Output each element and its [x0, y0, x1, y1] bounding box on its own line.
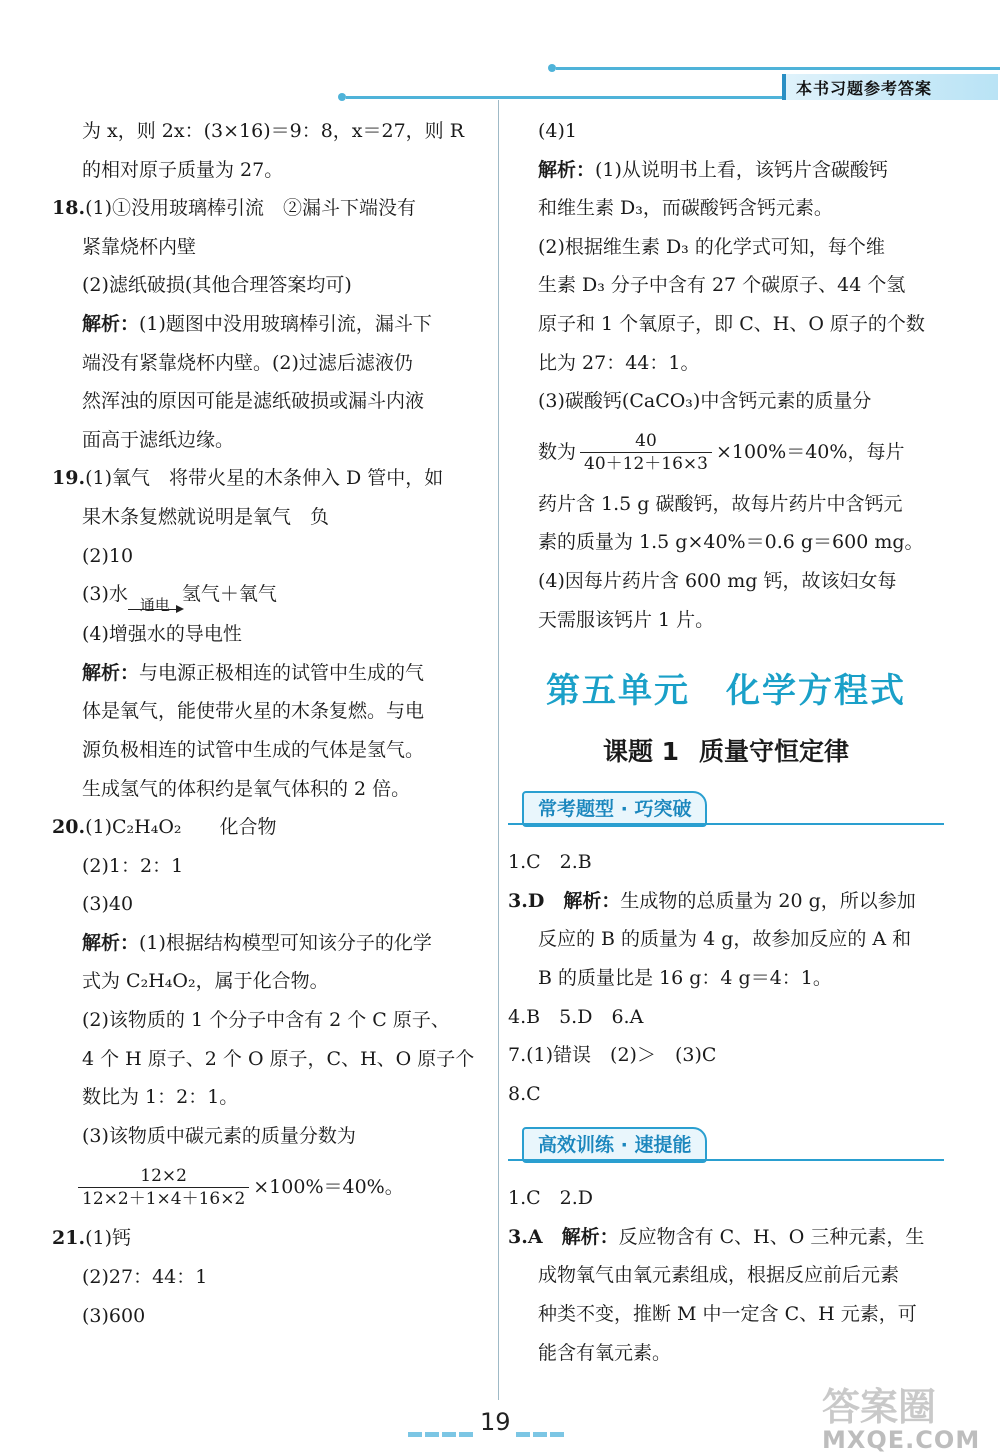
product-text: 氢气＋氧气	[181, 583, 277, 606]
lesson-name: 质量守恒定律	[699, 737, 850, 767]
text-line: 素的质量为 1.5 g×40%＝0.6 g＝600 mg。	[538, 531, 924, 554]
question-21	[52, 1219, 488, 1258]
text-line: 原子和 1 个氧原子，即 C、H、O 原子的个数	[538, 312, 925, 335]
question-number: 3.D	[508, 889, 545, 912]
text-line: 天需服该钙片 1 片。	[538, 608, 715, 631]
text-line: 和维生素 D₃，而碳酸钙含钙元素。	[538, 197, 833, 220]
text-line: 反应的 B 的质量为 4 g，故参加反应的 A 和	[538, 928, 912, 951]
text-line: 种类不变，推断 M 中一定含 C、H 元素，可	[538, 1303, 917, 1326]
text-line: (2)1：2：1	[82, 854, 184, 877]
question-20	[52, 808, 488, 847]
explanation-line	[52, 305, 488, 344]
left-column	[52, 112, 488, 1335]
text-line: (4)1	[538, 120, 578, 142]
section-header-training	[508, 1121, 944, 1169]
unit-number: 第五单元	[546, 671, 690, 712]
page-number: 19	[480, 1408, 511, 1436]
watermark-url: MXQE.COM	[822, 1426, 981, 1454]
question-number: 3.A	[508, 1225, 543, 1248]
question-18	[52, 189, 488, 228]
explanation-label: 解析：	[538, 158, 596, 181]
fraction-line	[508, 421, 944, 485]
text-line: 紧靠烧杯内壁	[82, 235, 197, 258]
section-header-common	[508, 785, 944, 833]
text-line: (3)40	[82, 893, 134, 916]
answer-line: 4.B 5.D 6.A	[508, 1005, 644, 1028]
explanation-line	[52, 924, 488, 963]
text-line: 药片含 1.5 g 碳酸钙，故每片药片中含钙元	[538, 492, 903, 515]
section-tag: 高效训练 · 速提能	[522, 1127, 707, 1163]
column-divider	[498, 100, 499, 1400]
footer-deco-right	[516, 1422, 567, 1428]
section-rule	[508, 1159, 944, 1161]
header-dot-right	[338, 93, 346, 101]
lesson-number: 课题 1	[602, 737, 680, 767]
fraction-line	[52, 1155, 488, 1219]
explanation-label: 解析：	[561, 1225, 619, 1248]
explanation-text: 反应物含有 C、H、O 三种元素，生	[618, 1225, 925, 1248]
fraction	[78, 1165, 249, 1210]
text-line: B 的质量比是 16 g：4 g＝4：1。	[538, 966, 832, 989]
header-rule-bottom	[346, 96, 782, 99]
page-header	[0, 0, 1000, 110]
section-tag: 常考题型 · 巧突破	[522, 791, 707, 827]
answer-text: (1)C₂H₄O₂ 化合物	[85, 816, 277, 839]
fraction-numerator: 40	[580, 430, 712, 453]
answer-line: 8.C	[508, 1082, 541, 1105]
explanation-label: 解析：	[82, 312, 140, 335]
text-line: 端没有紧靠烧杯内壁。(2)过滤后滤液仍	[82, 351, 413, 374]
explanation-label: 解析：	[563, 889, 621, 912]
explanation-text: 与电源正极相连的试管中生成的气	[139, 661, 425, 684]
right-column	[508, 112, 944, 1372]
watermark-logo	[822, 1385, 992, 1454]
text-line: (2)该物质的 1 个分子中含有 2 个 C 原子、	[82, 1009, 450, 1032]
question-number: 21.	[52, 1227, 86, 1250]
fraction-result: ×100%＝40%。	[253, 1176, 404, 1199]
header-dot-left	[548, 64, 556, 72]
text-line: (3)600	[82, 1304, 146, 1327]
text-line: (3)该物质中碳元素的质量分数为	[82, 1124, 356, 1147]
header-title: 本书习题参考答案	[796, 79, 933, 98]
fraction-result: ×100%＝40%，每片	[715, 441, 905, 464]
text-line: 比为 27：44：1。	[538, 351, 700, 374]
fraction-numerator: 12×2	[78, 1165, 249, 1188]
section-rule	[508, 823, 944, 825]
answer-line: 1.C 2.B	[508, 851, 592, 874]
fraction-lead: 数为	[538, 441, 577, 464]
text-line: (2)根据维生素 D₃ 的化学式可知，每个维	[538, 235, 885, 258]
question-19	[52, 459, 488, 498]
reaction-arrow	[128, 597, 182, 614]
text-line: 的相对原子质量为 27。	[82, 158, 284, 181]
question-number: 20.	[52, 816, 86, 839]
answer-text: (1)氧气 将带火星的木条伸入 D 管中，如	[85, 467, 444, 490]
explanation-text: (1)根据结构模型可知该分子的化学	[139, 931, 432, 954]
answer-text: (1)钙	[85, 1227, 131, 1250]
text-line: 生素 D₃ 分子中含有 27 个碳原子、44 个氢	[538, 274, 906, 297]
explanation-text: (1)从说明书上看，该钙片含碳酸钙	[595, 158, 888, 181]
fraction-denominator: 12×2＋1×4＋16×2	[82, 1188, 246, 1209]
reaction-condition: 通电	[139, 595, 170, 614]
text-line: 果木条复燃就说明是氧气 负	[82, 505, 330, 528]
reactant-text: (3)水	[82, 583, 128, 606]
text-line: 体是氧气，能使带火星的木条复燃。与电	[82, 700, 425, 723]
text-line: (2)10	[82, 544, 134, 567]
explanation-text: 生成物的总质量为 20 g，所以参加	[620, 889, 916, 912]
text-line: 为 x，则 2x：(3×16)＝9：8，x＝27，则 R	[82, 120, 465, 142]
text-line: 源负极相连的试管中生成的气体是氢气。	[82, 738, 425, 761]
text-line: 能含有氧元素。	[538, 1341, 672, 1364]
unit-name: 化学方程式	[726, 671, 906, 712]
header-rule-top	[556, 67, 1000, 70]
text-line: 式为 C₂H₄O₂，属于化合物。	[82, 970, 329, 993]
text-line: 然浑浊的原因可能是滤纸破损或漏斗内液	[82, 390, 425, 413]
text-line: 生成氢气的体积约是氧气体积的 2 倍。	[82, 777, 411, 800]
footer-deco-left	[408, 1422, 476, 1428]
lesson-title	[508, 727, 944, 777]
answer-line	[508, 1218, 944, 1257]
text-line: 面高于滤纸边缘。	[82, 428, 235, 451]
answer-text: (1)①没用玻璃棒引流 ②漏斗下端没有	[85, 197, 416, 220]
explanation-line	[508, 151, 944, 190]
answer-line: 1.C 2.D	[508, 1187, 594, 1210]
explanation-line	[52, 654, 488, 693]
text-line: (2)滤纸破损(其他合理答案均可)	[82, 274, 352, 297]
answer-line: 7.(1)错误 (2)＞ (3)C	[508, 1044, 717, 1067]
text-line: (3)碳酸钙(CaCO₃)中含钙元素的质量分	[538, 390, 872, 413]
text-line: 成物氧气由氧元素组成，根据反应前后元素	[538, 1264, 900, 1287]
explanation-text: (1)题图中没用玻璃棒引流，漏斗下	[139, 312, 432, 335]
question-number: 18.	[52, 197, 86, 220]
fraction-denominator: 40＋12＋16×3	[584, 454, 708, 475]
answer-line	[508, 882, 944, 921]
equation-line	[52, 575, 488, 615]
text-line: (2)27：44：1	[82, 1266, 208, 1289]
text-line: (4)增强水的导电性	[82, 623, 242, 646]
question-number: 19.	[52, 467, 86, 490]
text-line: (4)因每片药片含 600 mg 钙，故该妇女每	[538, 569, 897, 592]
explanation-label: 解析：	[82, 661, 140, 684]
explanation-label: 解析：	[82, 931, 140, 954]
text-line: 数比为 1：2：1。	[82, 1086, 239, 1109]
text-line: 4 个 H 原子、2 个 O 原子，C、H、O 原子个	[82, 1047, 475, 1070]
unit-title	[508, 655, 944, 727]
watermark-text: 答案圈	[822, 1385, 937, 1429]
fraction	[580, 430, 712, 475]
